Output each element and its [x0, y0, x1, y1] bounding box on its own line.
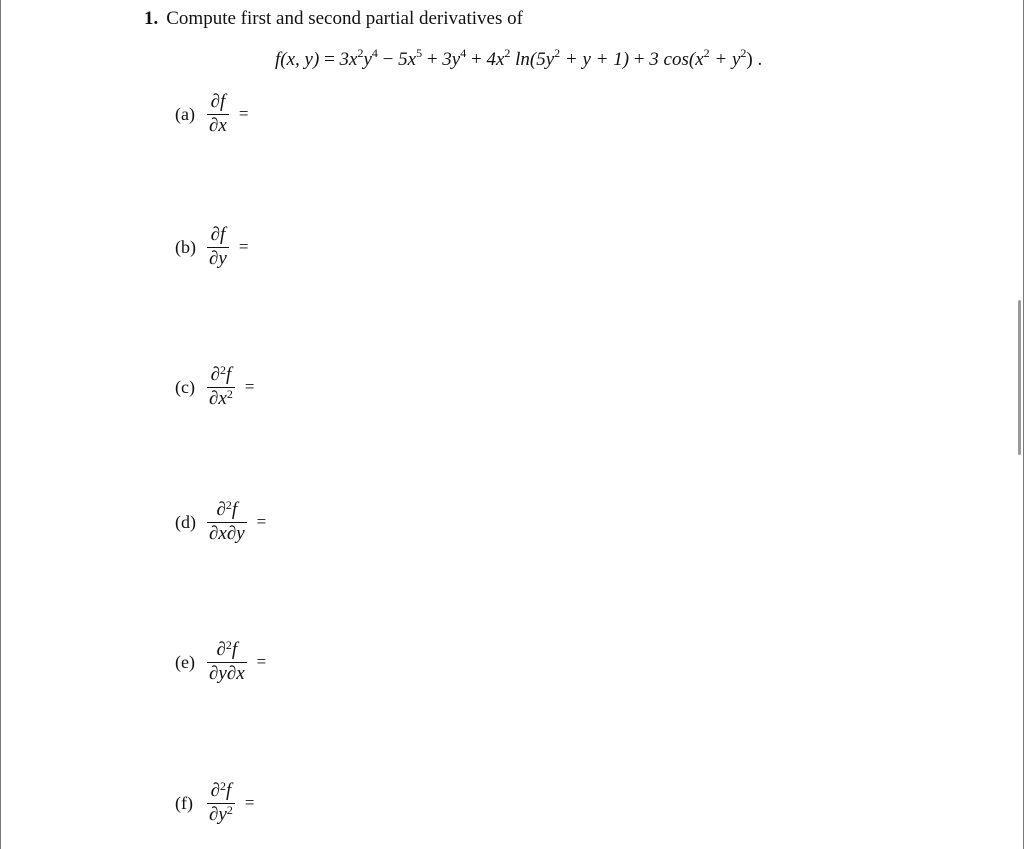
formula-term4: 4x — [486, 49, 505, 70]
formula-term2: 5x — [398, 49, 417, 70]
part-f — [175, 773, 254, 833]
formula-term4-rest: + y + 1) — [564, 49, 630, 70]
part-c — [175, 357, 254, 417]
formula-term5-exp: 2 — [703, 46, 710, 60]
formula-term5-exp2: 2 — [740, 46, 747, 60]
fraction-numerator: ∂$^2$f — [216, 637, 238, 660]
formula-equals: = — [324, 49, 335, 70]
fraction-numerator: ∂$^2$f — [216, 497, 238, 520]
equals-sign: = — [244, 793, 255, 812]
derivative-fraction — [207, 637, 247, 685]
fraction-denominator: ∂x — [209, 114, 227, 136]
formula-term1-exp2: 4 — [371, 46, 378, 60]
formula-term1-exp1: 2 — [357, 46, 364, 60]
fraction-numerator: ∂$^2$f — [210, 362, 232, 385]
fraction-numerator: ∂f — [210, 90, 226, 112]
part-label: (b) — [175, 236, 196, 257]
formula-term5-end: ) . — [746, 49, 763, 70]
fraction-numerator: ∂f — [210, 223, 226, 245]
problem-number: 1. — [144, 8, 159, 29]
formula-op3: + — [470, 49, 482, 70]
part-label: (f) — [175, 792, 193, 813]
fraction-denominator: $\partial y^2$ — [209, 802, 233, 825]
derivative-fraction — [207, 225, 229, 270]
formula-op1: − — [382, 49, 394, 70]
part-label: (c) — [175, 376, 195, 397]
vertical-scrollbar-thumb[interactable] — [1018, 300, 1021, 455]
problem-prompt: Compute first and second partial derivatives of — [166, 8, 523, 29]
equals-sign: = — [244, 377, 255, 396]
function-formula — [275, 46, 763, 71]
fraction-denominator: ∂y∂x — [209, 662, 245, 684]
fraction-denominator: ∂y — [209, 247, 227, 269]
formula-term5: 3 cos(x — [649, 49, 704, 70]
derivative-fraction — [207, 92, 229, 137]
equals-sign: = — [256, 652, 267, 671]
part-label: (a) — [175, 103, 195, 124]
formula-term1-coef: 3x — [339, 49, 358, 70]
fraction-denominator: ∂x∂y — [209, 522, 245, 544]
formula-term4-ln-exp: 2 — [554, 46, 561, 60]
part-label: (d) — [175, 511, 196, 532]
derivative-fraction — [207, 497, 247, 545]
part-b — [175, 217, 248, 277]
formula-term5-mid: + y — [714, 49, 741, 70]
derivative-fraction — [207, 778, 235, 826]
formula-term3: 3y — [442, 49, 461, 70]
equals-sign: = — [256, 512, 267, 531]
formula-term4-exp: 2 — [504, 46, 511, 60]
fraction-numerator: ∂$^2$f — [210, 778, 232, 801]
problem-heading — [144, 8, 523, 30]
formula-lhs: f(x, y) — [275, 49, 320, 70]
part-a — [175, 84, 248, 144]
fraction-denominator: $\partial x^2$ — [209, 386, 233, 409]
formula-term2-exp: 5 — [416, 46, 423, 60]
equals-sign: = — [238, 237, 249, 256]
formula-term3-exp: 4 — [460, 46, 467, 60]
formula-term1-var: y — [363, 49, 372, 70]
part-label: (e) — [175, 651, 195, 672]
formula-op2: + — [426, 49, 438, 70]
formula-op4: + — [633, 49, 645, 70]
part-e — [175, 632, 266, 692]
formula-term4-ln: ln(5y — [515, 49, 555, 70]
part-d — [175, 492, 266, 552]
derivative-fraction — [207, 362, 235, 410]
equals-sign: = — [238, 104, 249, 123]
